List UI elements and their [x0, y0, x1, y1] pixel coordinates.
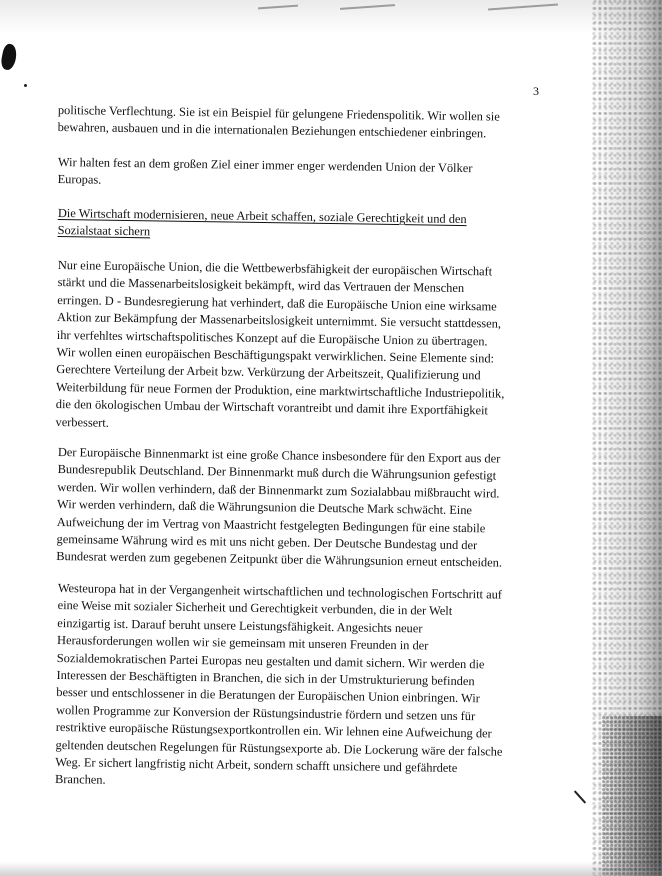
- scan-bottom-edge: [0, 862, 662, 876]
- text-line: Nur eine Europäische Union, die die Wettbewerbsfähigkeit der europäischen Wirtschaft: [57, 257, 493, 279]
- body-paragraph: [55, 257, 528, 438]
- text-line: Herausforderungen wollen wir sie gemeinsam mit unseren Freunden in der: [57, 633, 429, 653]
- text-line: Weiterbildung für neue Formen der Produktion, eine marktwirtschaftliche Industriepolitik,: [55, 379, 505, 401]
- heading-line: Die Wirtschaft modernisieren, neue Arbeit schaffen, soziale Gerechtigkeit und den: [57, 205, 467, 227]
- text-line: bewahren, ausbauen und in die internationalen Beziehungen entschiedener einbringen.: [57, 120, 487, 141]
- body-paragraph: [55, 580, 528, 796]
- text-line: einzigartig ist. Darauf beruht unsere Leistungsfähigkeit. Angesichts neuer: [57, 615, 423, 636]
- ink-blot: [0, 43, 19, 71]
- section-heading: [57, 205, 527, 247]
- text-line: Der Europäische Binnenmarkt ist eine große Chance insbesondere für den Export aus der: [57, 444, 501, 466]
- intro-paragraph: [57, 102, 527, 144]
- text-line: Interessen der Beschäftigten in Branchen, die sich in der Umstrukturierung befinden: [56, 668, 475, 689]
- scan-corner-shadow: [602, 716, 662, 876]
- text-line: geltenden deutschen Regelungen für Rüstungsexporte ab. Die Lockerung wäre der falsche: [55, 737, 503, 759]
- text-line: stärkt und die Massenarbeitslosigkeit bekämpft, wird das Vertrauen der Menschen: [57, 275, 465, 296]
- text-line: besser und entschlossener in die Beratungen der Europäischen Union einbringen. Wir: [56, 685, 480, 706]
- text-line: werden. Wir wollen verhindern, daß der Binnenmarkt zum Sozialabbau mißbraucht wird.: [57, 479, 500, 501]
- text-line: eine Weise mit sozialer Sicherheit und Gerechtigkeit verbunden, die in der Welt: [57, 598, 453, 619]
- text-line: Europas.: [57, 172, 102, 188]
- text-line: Weg. Er sichert langfristig nicht Arbeit, sondern schafft unsichere und gefährdete: [55, 755, 458, 776]
- text-line: Branchen.: [54, 772, 106, 788]
- text-line: Sozialdemokratischen Partei Europas neu gestalten und damit sichern. Wir werden die: [56, 650, 485, 671]
- text-line: Wir halten fest an dem großen Ziel einer immer enger werdenden Union der Völker: [57, 154, 473, 176]
- text-line: Bundesrat werden zum gegebenen Zeitpunkt über die Währungsunion erneut entscheiden.: [56, 549, 503, 571]
- text-line: politische Verflechtung. Sie ist ein Beispiel für gelungene Friedenspolitik. Wir wollen sie: [57, 102, 500, 124]
- stray-pen-mark: [574, 790, 586, 803]
- intro-paragraph: [57, 154, 527, 196]
- heading-line: Sozialstaat sichern: [57, 223, 151, 239]
- text-line: Aufweichung der im Vertrag von Maastricht festgelegten Bedingungen für eine stabile: [56, 514, 486, 535]
- text-line: Wir werden verhindern, daß die Währungsunion die Deutsche Mark schwächt. Eine: [57, 497, 473, 518]
- ink-dot: [24, 84, 27, 87]
- text-line: ihr verfehltes wirtschaftspolitisches Konzept auf die Europäische Union zu übertragen.: [56, 327, 488, 349]
- text-line: wollen Programme zur Konversion der Rüstungsindustrie fördern und setzen uns für: [55, 702, 476, 724]
- text-line: Gerechtere Verteilung der Arbeit bzw. Verkürzung der Arbeitszeit, Qualifizierung und: [56, 362, 481, 383]
- text-line: verbessert.: [55, 414, 109, 430]
- page-number: 3: [533, 84, 539, 98]
- text-line: die den ökologischen Umbau der Wirtschaft vorantreibt und damit ihre Exportfähigkeit: [55, 397, 489, 418]
- body-paragraph: [56, 444, 528, 573]
- text-line: restriktive europäische Rüstungsexportkontrollen ein. Wir lehnen eine Aufweichung der: [55, 720, 492, 741]
- text-line: Aktion zur Bekämpfung der Massenarbeitslosigkeit unternimmt. Sie versucht stattdessen,: [57, 310, 502, 331]
- text-line: Westeuropa hat in der Vergangenheit wirtschaftlichen und technologischen Fortschritt auf: [57, 580, 503, 602]
- text-line: Bundesrepublik Deutschland. Der Binnenmarkt muß durch die Währungsunion gefestigt: [57, 462, 497, 483]
- text-line: erringen. D - Bundesregierung hat verhindert, daß die Europäische Union eine wirksame: [57, 292, 497, 314]
- text-line: Wir wollen einen europäischen Beschäftigungspakt verwirklichen. Seine Elemente sind:: [56, 345, 495, 366]
- scan-top-edge: [0, 0, 662, 34]
- text-line: gemeinsame Währung wird es mit uns nicht geben. Der Deutsche Bundestag und der: [56, 532, 478, 553]
